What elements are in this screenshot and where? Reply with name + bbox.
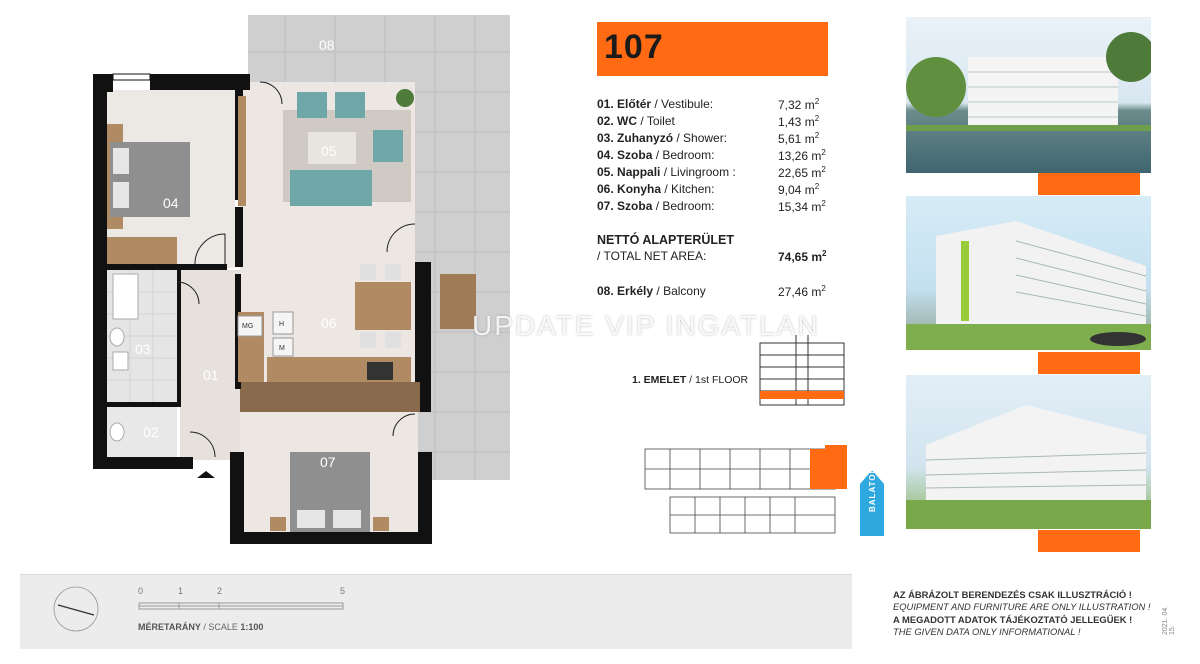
- wall: [107, 264, 227, 270]
- wall: [93, 74, 113, 92]
- unit-number: 107: [604, 28, 664, 66]
- bathtub: [113, 274, 138, 319]
- plan-label-08: 08: [319, 37, 335, 53]
- wall: [177, 270, 181, 405]
- disclaimer-line: A MEGADOTT ADATOK TÁJÉKOZTATÓ JELLEGŰEK !: [893, 614, 1133, 625]
- armchair: [335, 92, 365, 118]
- room-area: 15,34 $m^2$: [778, 199, 826, 214]
- north-arrow: [50, 583, 102, 635]
- window: [113, 74, 150, 80]
- building-render-1: [906, 17, 1151, 173]
- plan-label-06: 06: [321, 315, 337, 331]
- room-area: 13,26 $m^2$: [778, 148, 826, 163]
- wall: [418, 452, 432, 544]
- nightstand: [373, 517, 389, 531]
- plan-label-03: 03: [135, 341, 151, 357]
- building-section: [752, 335, 852, 411]
- floor-plan: [85, 12, 530, 547]
- photo-caption-bar: [1038, 530, 1140, 552]
- pillow: [297, 510, 325, 528]
- total-label: NETTÓ ALAPTERÜLET: [597, 233, 735, 247]
- total-area: 74,65 $m^2$: [778, 249, 827, 264]
- watermark: UPDATE VIP INGATLAN: [472, 310, 820, 341]
- balcony-row: 08. Erkély / Balcony: [597, 284, 706, 298]
- pillow: [333, 510, 361, 528]
- room-area: 1,43 $m^2$: [778, 114, 820, 129]
- disclaimer-line: THE GIVEN DATA ONLY INFORMATIONAL !: [893, 626, 1081, 637]
- disclaimer-line: EQUIPMENT AND FURNITURE ARE ONLY ILLUSTRATION !: [893, 601, 1151, 612]
- pillow: [113, 182, 129, 208]
- wall: [230, 532, 430, 544]
- side-chair: [373, 130, 403, 162]
- sink: [113, 352, 128, 370]
- wall: [235, 207, 243, 267]
- room-row: 04. Szoba / Bedroom:: [597, 148, 715, 162]
- hob: [367, 362, 393, 380]
- total-label-en: / TOTAL NET AREA:: [597, 249, 707, 263]
- room-row: 02. WC / Toilet: [597, 114, 675, 128]
- wall: [230, 452, 244, 542]
- appliance-label-h: H: [279, 321, 285, 328]
- building-render-3: [906, 375, 1151, 529]
- toilet: [110, 328, 124, 346]
- plan-label-05: 05: [321, 143, 337, 159]
- scale-tick: 1: [178, 586, 184, 596]
- desk-04: [107, 237, 177, 264]
- wall: [240, 382, 420, 412]
- wall: [93, 74, 107, 469]
- room-01-floor: [180, 270, 240, 460]
- scale-bar: [138, 600, 348, 612]
- photo-caption-bar: [1038, 173, 1140, 195]
- armchair: [297, 92, 327, 118]
- site-plan: [640, 445, 855, 545]
- balaton-label: BALATON: [868, 466, 877, 512]
- room-area: 9,04 $m^2$: [778, 182, 820, 197]
- plant: [396, 89, 414, 107]
- toilet-02: [110, 423, 124, 441]
- room-area: 22,65 $m^2$: [778, 165, 826, 180]
- tv-unit: [238, 96, 246, 206]
- photo-caption-bar: [1038, 352, 1140, 374]
- outdoor-table: [440, 274, 476, 329]
- room-area: 5,61 $m^2$: [778, 131, 820, 146]
- unit-highlight: [825, 445, 847, 489]
- floor-highlight: [760, 391, 844, 399]
- room-row: 05. Nappali / Livingroom :: [597, 165, 736, 179]
- plan-label-01: 01: [203, 367, 219, 383]
- appliance-label-m: M: [279, 345, 285, 352]
- room-row: 03. Zuhanyzó / Shower:: [597, 131, 728, 145]
- plan-label-02: 02: [143, 424, 159, 440]
- dining-table: [355, 282, 411, 330]
- room-area: 7,32 $m^2$: [778, 97, 820, 112]
- scale-tick: 2: [217, 586, 223, 596]
- scale-tick: 0: [138, 586, 144, 596]
- room-row: 07. Szoba / Bedroom:: [597, 199, 715, 213]
- building-render-2: [906, 196, 1151, 350]
- disclaimer-line: AZ ÁBRÁZOLT BERENDEZÉS CSAK ILLUSZTRÁCIÓ !: [893, 589, 1132, 600]
- floor-label: 1. EMELET / 1st FLOOR: [632, 374, 749, 386]
- wall: [107, 402, 181, 407]
- nightstand: [270, 517, 286, 531]
- sofa: [290, 170, 372, 206]
- document-date: 2021. 04. 15.: [1162, 605, 1176, 635]
- entrance-arrow: [197, 471, 215, 478]
- wall: [150, 74, 250, 90]
- balcony-area: 27,46 $m^2$: [778, 284, 826, 299]
- appliance-label-mg: MG: [242, 323, 254, 330]
- scale-tick: 5: [340, 586, 346, 596]
- plan-label-04: 04: [163, 195, 179, 211]
- plan-label-07: 07: [320, 454, 336, 470]
- wall: [93, 457, 193, 469]
- pillow: [113, 148, 129, 174]
- room-row: 06. Konyha / Kitchen:: [597, 182, 715, 196]
- room-row: 01. Előtér / Vestibule:: [597, 97, 714, 111]
- scale-label: MÉRETARÁNY / SCALE 1:100: [138, 622, 264, 632]
